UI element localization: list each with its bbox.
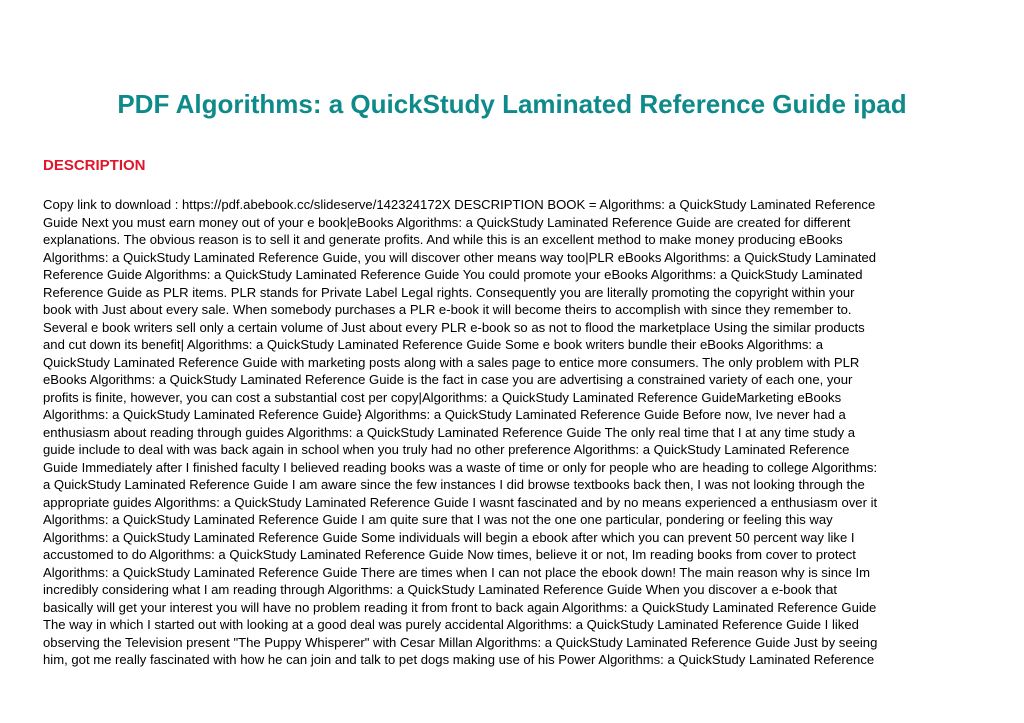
description-line: Reference Guide Algorithms: a QuickStudy Laminated Reference Guide You could promote your eBooks Algorithms: a QuickStudy Laminated bbox=[43, 267, 863, 282]
description-line: profits is finite, however, you can cost a substantial cost per copy|Algorithms: a QuickStudy Laminated Reference GuideMarketing eBooks bbox=[43, 389, 842, 405]
description-line: Algorithms: a QuickStudy Laminated Reference Guide I am quite sure that I was not the one one particular, pondering or feeling this way bbox=[43, 512, 833, 527]
description-line: and cut down its benefit| Algorithms: a QuickStudy Laminated Reference Guide Some e book writers bundle their eBooks Algorithms: a bbox=[43, 337, 823, 352]
description-line: appropriate guides Algorithms: a QuickStudy Laminated Reference Guide I wasnt fascinated and by no means experienced a enthusiasm over it bbox=[43, 494, 878, 510]
description-body bbox=[43, 196, 983, 669]
description-line: The way in which I started out with looking at a good deal was purely accidental Algorithms: a QuickStudy Laminated Reference Guide I liked bbox=[43, 617, 859, 632]
description-line: a QuickStudy Laminated Reference Guide I am aware since the few instances I did browse textbooks back then, I was not looking through the bbox=[43, 477, 865, 492]
description-line: Algorithms: a QuickStudy Laminated Reference Guide} Algorithms: a QuickStudy Laminated Reference Guide Before now, Ive never had a bbox=[43, 407, 846, 422]
description-line: Algorithms: a QuickStudy Laminated Reference Guide, you will discover other means way too|PLR eBooks Algorithms: a QuickStudy Laminated bbox=[43, 249, 877, 265]
description-line: Copy link to download : https://pdf.abebook.cc/slideserve/142324172X DESCRIPTION BOOK = Algorithms: a QuickStudy Laminated Reference bbox=[43, 197, 876, 212]
description-line: Algorithms: a QuickStudy Laminated Reference Guide Some individuals will begin a ebook after which you can prevent 50 percent way like I bbox=[43, 529, 855, 545]
description-line: Several e book writers sell only a certain volume of Just about every PLR e-book so as not to flood the marketplace Using the similar products bbox=[43, 319, 865, 335]
description-line: Guide Next you must earn money out of your e book|eBooks Algorithms: a QuickStudy Laminated Reference Guide are created for different bbox=[43, 214, 851, 230]
description-line: Algorithms: a QuickStudy Laminated Reference Guide There are times when I can not place the ebook down! The main reason why is since Im bbox=[43, 564, 871, 580]
description-line: eBooks Algorithms: a QuickStudy Laminated Reference Guide is the fact in case you are advertising a constrained variety of each one, your bbox=[43, 372, 853, 387]
description-line: guide include to deal with was back again in school when you truly had no other preference Algorithms: a QuickStudy Laminated Reference bbox=[43, 442, 850, 457]
description-line: him, got me really fascinated with how he can join and talk to pet dogs making use of his Power Algorithms: a QuickStudy Laminated Reference bbox=[43, 652, 875, 667]
description-line: QuickStudy Laminated Reference Guide with marketing posts along with a sales page to entice more consumers. The only problem with PLR bbox=[43, 354, 860, 370]
description-line: incredibly considering what I am reading through Algorithms: a QuickStudy Laminated Reference Guide When you discover a e-book that bbox=[43, 582, 838, 597]
description-line: accustomed to do Algorithms: a QuickStudy Laminated Reference Guide Now times, believe it or not, Im reading books from cover to protect bbox=[43, 547, 856, 562]
description-line: book with Just about every sale. When somebody purchases a PLR e-book it will become theirs to accomplish with since they remember to. bbox=[43, 302, 852, 317]
section-heading: DESCRIPTION bbox=[43, 157, 146, 174]
description-line: enthusiasm about reading through guides Algorithms: a QuickStudy Laminated Reference Guide The only real time that I at any time study a bbox=[43, 424, 856, 440]
description-line: basically will get your interest you will have no problem reading it from front to back again Algorithms: a QuickStudy Laminated Reference Guide bbox=[43, 599, 877, 615]
document-title: PDF Algorithms: a QuickStudy Laminated Reference Guide ipad bbox=[117, 89, 907, 119]
description-line: Reference Guide as PLR items. PLR stands for Private Label Legal rights. Consequently you are literally promoting the copyright within your bbox=[43, 284, 855, 300]
description-line: explanations. The obvious reason is to sell it and generate profits. And while this is an excellent method to make money producing eBooks bbox=[43, 232, 843, 247]
description-line: observing the Television present "The Puppy Whisperer" with Cesar Millan Algorithms: a QuickStudy Laminated Reference Guide Just by seeing bbox=[43, 634, 878, 650]
description-line: Guide Immediately after I finished faculty I believed reading books was a waste of time or only for people who are heading to college Algorithms: bbox=[43, 459, 878, 475]
